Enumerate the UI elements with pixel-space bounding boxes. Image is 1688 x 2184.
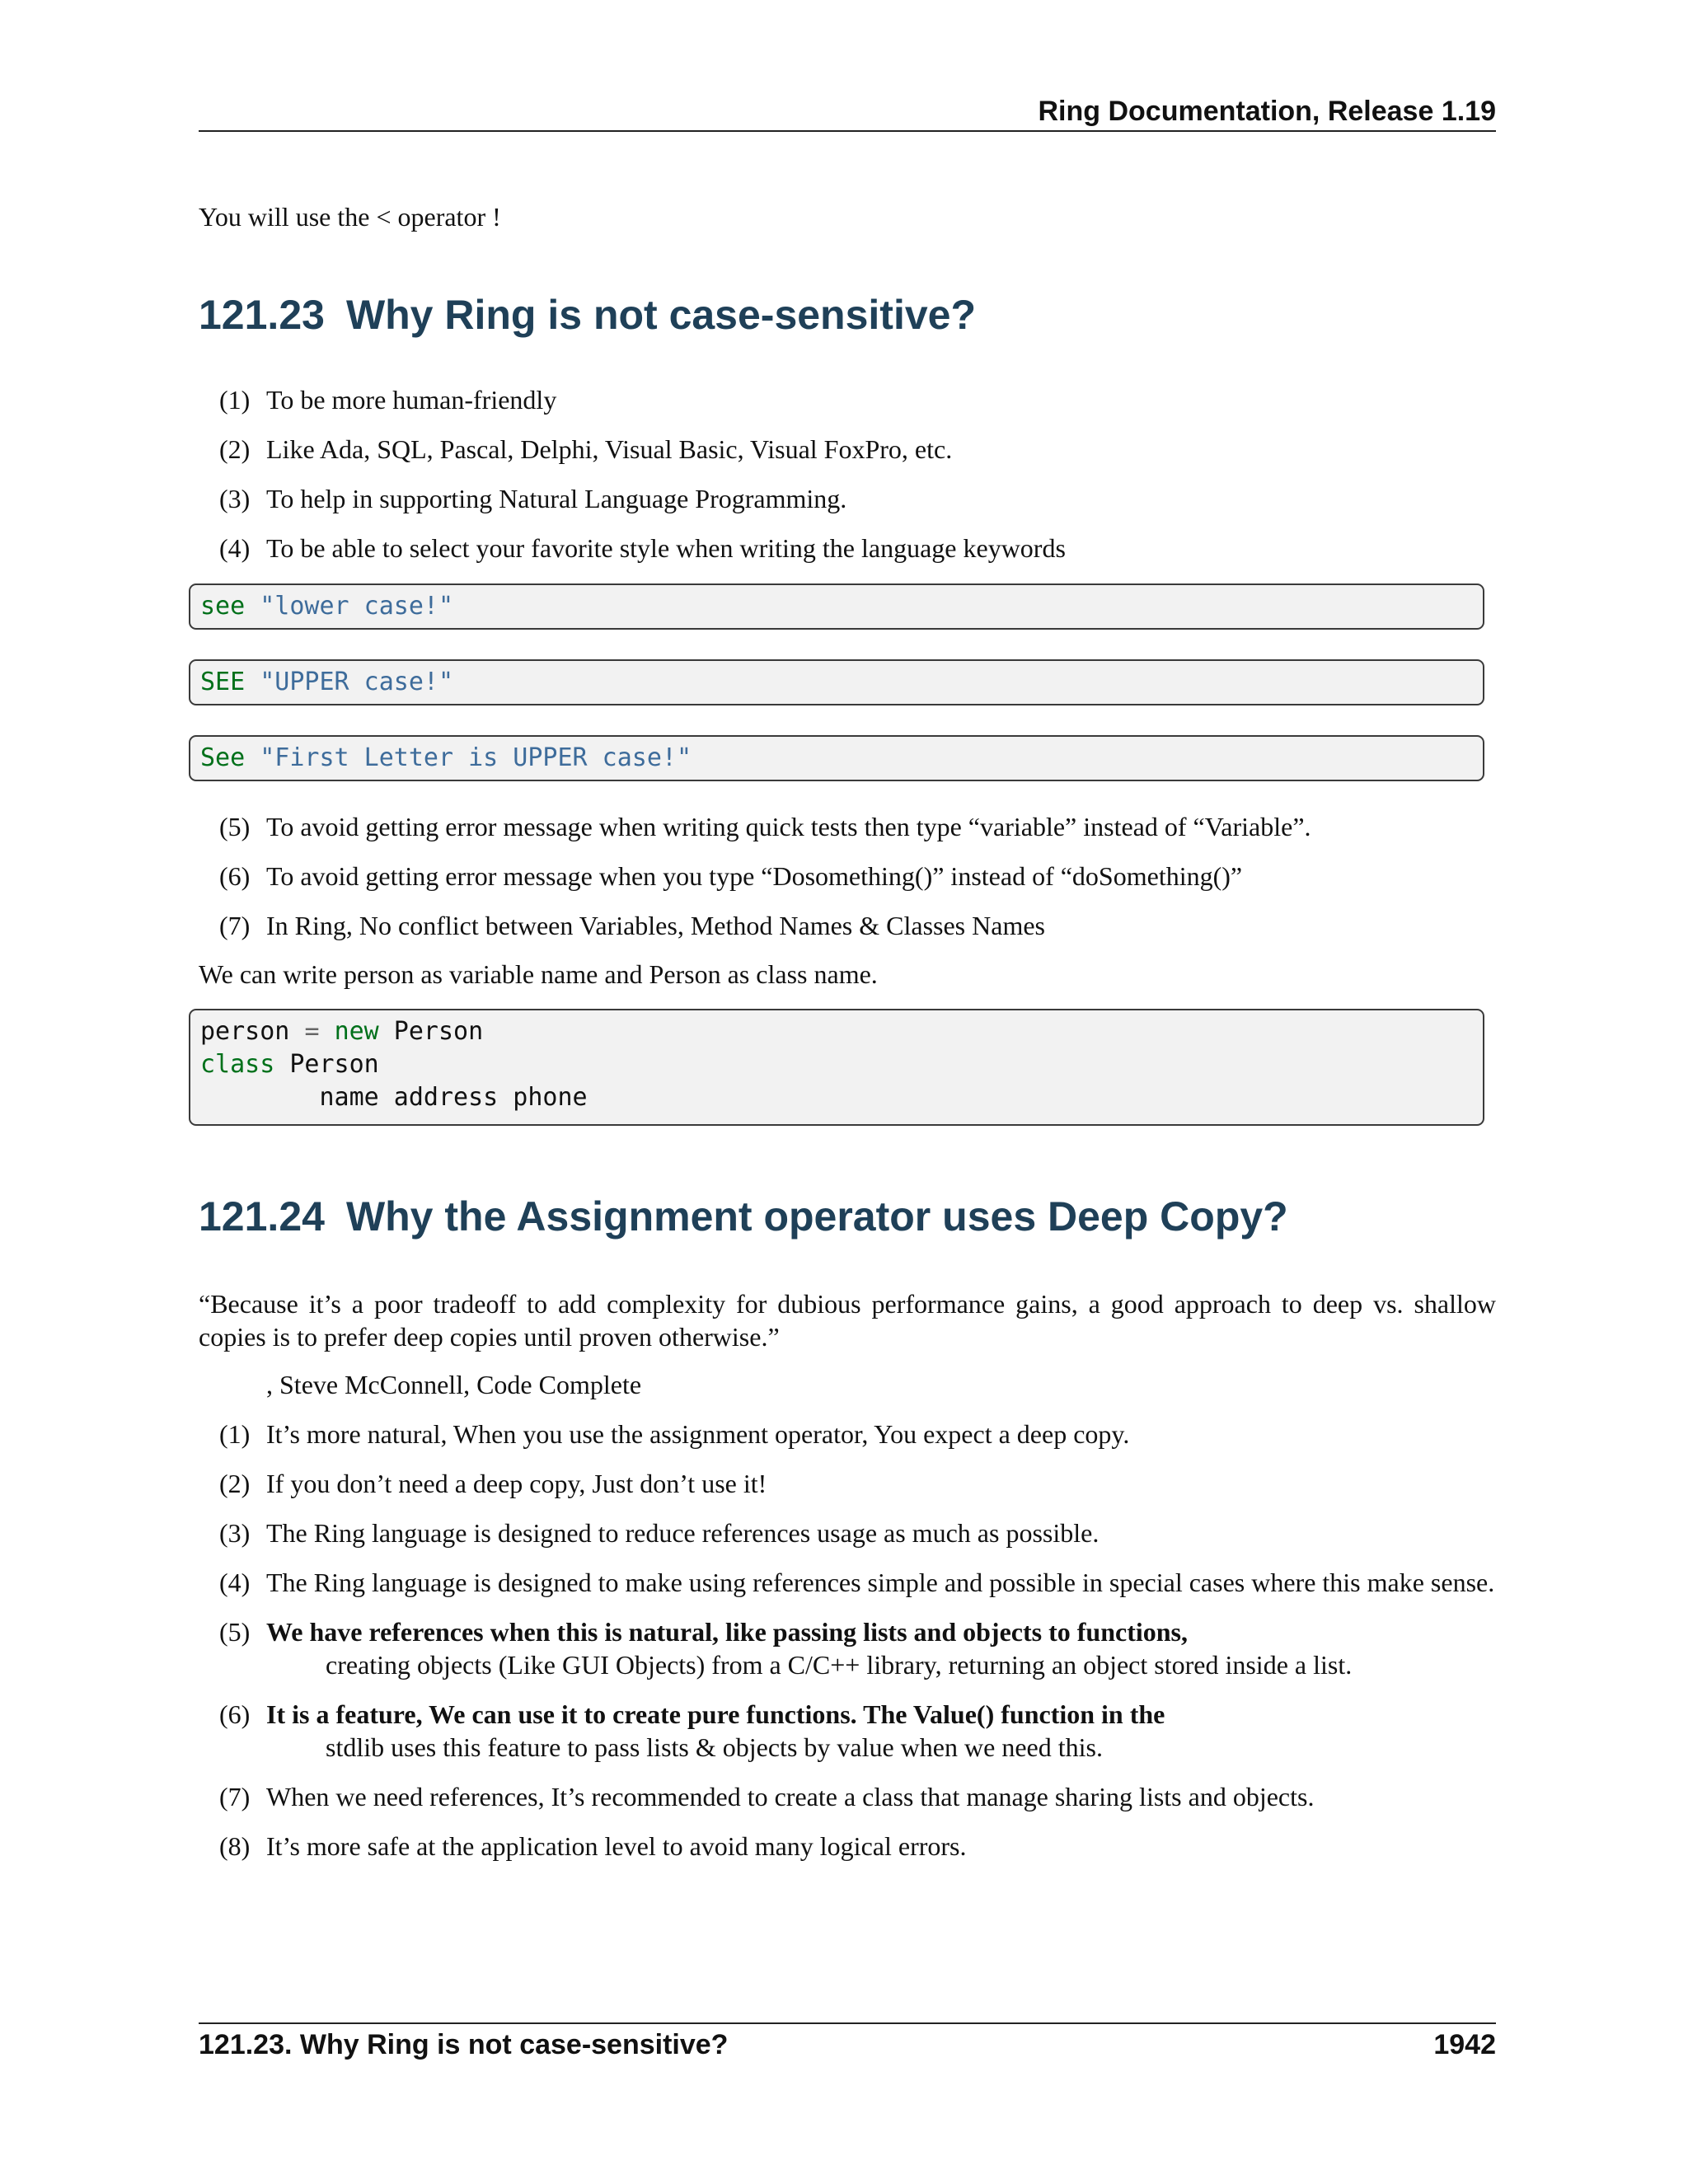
list-item bbox=[199, 909, 1496, 942]
code-keyword: see bbox=[200, 592, 246, 621]
quote-attribution: , Steve McConnell, Code Complete bbox=[266, 1370, 642, 1399]
code-keyword: new bbox=[334, 1017, 379, 1046]
list-item-text: The Ring language is designed to make using references simple and possible in special cases where this make sense. bbox=[266, 1568, 1495, 1597]
list-item-text: To avoid getting error message when you type “Dosomething()” instead of “doSomething()” bbox=[266, 861, 1243, 891]
code-keyword: See bbox=[200, 743, 246, 772]
list-marker: (5) bbox=[219, 1617, 251, 1647]
list-item bbox=[199, 383, 1496, 416]
list-item-continuation: creating objects (Like GUI Objects) from a C/C++ library, returning an object stored inside a list. bbox=[326, 1650, 1353, 1680]
list-marker: (8) bbox=[219, 1831, 251, 1861]
code-text: Person bbox=[378, 1017, 484, 1046]
list-item-bold-text: We have references when this is natural, like passing lists and objects to functions, bbox=[266, 1617, 1188, 1647]
list-item bbox=[199, 1418, 1496, 1451]
list-marker: (3) bbox=[219, 484, 251, 513]
list-marker: (5) bbox=[219, 812, 251, 841]
list-marker: (4) bbox=[219, 533, 251, 563]
code-text: name address phone bbox=[200, 1083, 588, 1112]
list-item bbox=[199, 810, 1496, 843]
code-string: "UPPER case!" bbox=[260, 668, 454, 696]
section-heading-121-24 bbox=[199, 1192, 1288, 1241]
list-item-bold-text: It is a feature, We can use it to create pure functions. The Value() function in the bbox=[266, 1699, 1165, 1729]
list-item-text: It’s more safe at the application level to avoid many logical errors. bbox=[266, 1831, 967, 1861]
list-marker: (3) bbox=[219, 1518, 251, 1548]
list-item-text: If you don’t need a deep copy, Just don’t use it! bbox=[266, 1469, 767, 1498]
section-title: Why the Assignment operator uses Deep Copy? bbox=[345, 1193, 1288, 1240]
list-marker: (2) bbox=[219, 1469, 251, 1498]
reasons-list-a bbox=[199, 383, 1496, 581]
list-item bbox=[199, 532, 1496, 565]
list-item-text: To be more human-friendly bbox=[266, 385, 557, 415]
list-marker: (1) bbox=[219, 1419, 251, 1449]
section-heading-121-23 bbox=[199, 290, 976, 340]
code-keyword: SEE bbox=[200, 668, 246, 696]
code-block-lower-case bbox=[189, 583, 1484, 630]
list-item bbox=[199, 433, 1496, 466]
list-marker: (1) bbox=[219, 385, 251, 415]
code-text: Person bbox=[274, 1050, 379, 1079]
section-title: Why Ring is not case-sensitive? bbox=[345, 292, 976, 338]
section-number: 121.23 bbox=[199, 292, 325, 338]
reasons-list-b bbox=[199, 810, 1496, 958]
list-item-text: To help in supporting Natural Language Programming. bbox=[266, 484, 847, 513]
list-item-text: The Ring language is designed to reduce references usage as much as possible. bbox=[266, 1518, 1100, 1548]
code-text: person bbox=[200, 1017, 305, 1046]
list-item bbox=[199, 1467, 1496, 1500]
list-item-text: When we need references, It’s recommended to create a class that manage sharing lists and objects. bbox=[266, 1782, 1315, 1811]
list-item bbox=[199, 482, 1496, 515]
deep-copy-reasons-list bbox=[199, 1418, 1496, 1879]
list-item bbox=[199, 1566, 1496, 1599]
document-page bbox=[199, 0, 1496, 2184]
code-block-upper-case bbox=[189, 659, 1484, 705]
section-number: 121.24 bbox=[199, 1193, 325, 1240]
list-item bbox=[199, 1830, 1496, 1863]
footer-section-title: 121.23. Why Ring is not case-sensitive? bbox=[199, 2029, 729, 2060]
list-item bbox=[199, 1615, 1496, 1681]
list-marker: (6) bbox=[219, 1699, 251, 1729]
code-string: "lower case!" bbox=[260, 592, 454, 621]
list-item bbox=[199, 1780, 1496, 1813]
running-header: Ring Documentation, Release 1.19 bbox=[199, 92, 1496, 132]
list-item bbox=[199, 860, 1496, 893]
list-item bbox=[199, 1516, 1496, 1549]
list-marker: (4) bbox=[219, 1568, 251, 1597]
list-marker: (7) bbox=[219, 1782, 251, 1811]
code-operator: = bbox=[304, 1017, 320, 1046]
list-marker: (2) bbox=[219, 434, 251, 464]
list-item-continuation: stdlib uses this feature to pass lists & objects by value when we need this. bbox=[326, 1732, 1103, 1762]
list-item-text: It’s more natural, When you use the assignment operator, You expect a deep copy. bbox=[266, 1419, 1130, 1449]
code-block-first-letter bbox=[189, 735, 1484, 781]
running-footer bbox=[199, 2022, 1496, 2065]
page-number: 1942 bbox=[1433, 2029, 1496, 2060]
code-keyword: class bbox=[200, 1050, 275, 1079]
list-item-text: To avoid getting error message when writing quick tests then type “variable” instead of “Variable”. bbox=[266, 812, 1311, 841]
intro-text: You will use the < operator ! bbox=[199, 202, 501, 232]
list-item-text: In Ring, No conflict between Variables, Method Names & Classes Names bbox=[266, 911, 1045, 940]
paragraph: We can write person as variable name and Person as class name. bbox=[199, 959, 878, 989]
quote-paragraph: “Because it’s a poor tradeoff to add complexity for dubious performance gains, a good approach to deep vs. shallow copies is to prefer deep copies until proven otherwise.” bbox=[199, 1289, 1496, 1352]
list-marker: (7) bbox=[219, 911, 251, 940]
list-item bbox=[199, 1698, 1496, 1764]
list-item-text: To be able to select your favorite style when writing the language keywords bbox=[266, 533, 1066, 563]
code-block-person-class bbox=[189, 1009, 1484, 1126]
code-string: "First Letter is UPPER case!" bbox=[260, 743, 692, 772]
list-item-text: Like Ada, SQL, Pascal, Delphi, Visual Basic, Visual FoxPro, etc. bbox=[266, 434, 953, 464]
list-marker: (6) bbox=[219, 861, 251, 891]
